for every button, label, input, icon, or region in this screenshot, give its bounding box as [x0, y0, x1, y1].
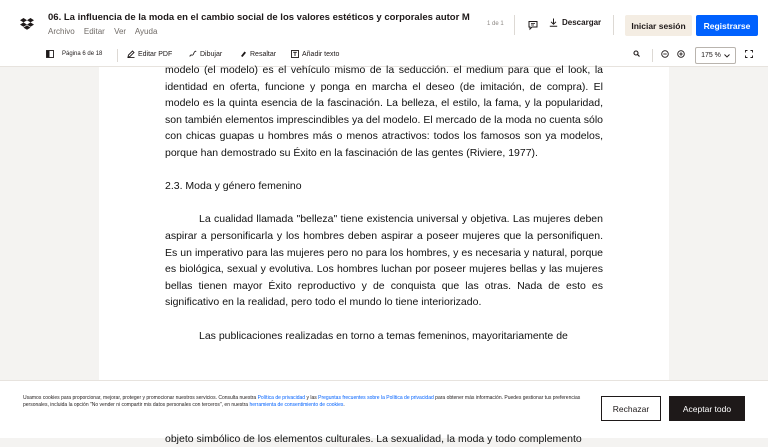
- menu-ver[interactable]: Ver: [114, 27, 127, 36]
- zoom-in-icon: [677, 50, 685, 58]
- app-header: [0, 0, 768, 44]
- download-icon: [549, 18, 558, 27]
- draw-icon: [189, 50, 197, 58]
- privacy-policy-link[interactable]: Política de privacidad: [257, 395, 306, 401]
- zoom-value: 175 %: [701, 52, 721, 59]
- partially-hidden-text-line: objeto simbólico de los elementos culturales. La sexualidad, la moda y todo complemento: [165, 433, 582, 445]
- cookie-message: [23, 395, 583, 409]
- sidebar-toggle-button[interactable]: [46, 50, 54, 58]
- highlight-label: Resaltar: [250, 50, 277, 58]
- comment-icon[interactable]: [528, 20, 538, 30]
- privacy-faq-link[interactable]: Preguntas frecuentes sobre la Política de privacidad: [318, 395, 434, 401]
- edit-pdf-label: Editar PDF: [138, 50, 173, 58]
- dropbox-logo-icon[interactable]: [20, 18, 34, 30]
- text-box-icon: [291, 50, 299, 58]
- cookie-text: .: [343, 402, 345, 408]
- add-text-label: Añadir texto: [302, 50, 340, 58]
- add-text-button[interactable]: [291, 50, 339, 58]
- download-button[interactable]: [549, 18, 601, 27]
- cookie-text: y las: [305, 395, 319, 401]
- reject-cookies-button[interactable]: Rechazar: [601, 396, 661, 421]
- divider: [117, 49, 118, 62]
- divider: [514, 15, 515, 35]
- page-content: [165, 62, 603, 361]
- draw-label: Dibujar: [200, 50, 223, 58]
- paragraph: Las publicaciones realizadas en torno a temas femeninos, mayoritariamente de: [199, 329, 568, 342]
- page-indicator: Página 6 de 18: [62, 51, 103, 57]
- menu-editar[interactable]: Editar: [83, 27, 105, 36]
- edit-pdf-button[interactable]: [127, 50, 172, 58]
- cookie-consent-tool-link[interactable]: herramienta de consentimiento de cookies: [249, 402, 344, 408]
- sidebar-icon: [46, 50, 54, 58]
- page-count: 1 de 1: [487, 21, 504, 27]
- chevron-down-icon: [724, 54, 730, 58]
- download-label: Descargar: [562, 18, 602, 27]
- fullscreen-button[interactable]: [745, 50, 753, 58]
- document-title: 06. La influencia de la moda en el cambio social de los valores estéticos y corporales autor M: [48, 12, 470, 23]
- fullscreen-icon: [745, 50, 753, 58]
- zoom-in-button[interactable]: [677, 50, 685, 58]
- search-button[interactable]: [633, 50, 640, 57]
- paragraph: modelo (el modelo) es el vehículo mismo de la seducción. el medium para que el look, la identidad en oferta, funcione y ponga en marcha el deseo (de imitación, de compra). El modelo es la quinta esencia de la fascinación. La belleza, el estilo, la fama, y la popularidad, son también elementos imprescindibles ya del modelo. El mercado de la moda no cuenta sólo con chicas guapas u hombres más o menos atractivos: todos los famosos son ya modelos, porque han demostrado su Éxito en la fascinación de las gentes (Riviere, 1977).: [165, 64, 603, 159]
- login-button[interactable]: Iniciar sesión: [625, 15, 692, 36]
- pencil-icon: [127, 50, 135, 58]
- search-icon: [633, 50, 640, 57]
- accept-all-cookies-button[interactable]: Aceptar todo: [669, 396, 745, 421]
- zoom-select[interactable]: [695, 47, 736, 64]
- paragraph: La cualidad llamada "belleza" tiene existencia universal y objetiva. Las mujeres deben aspirar a personificarla y los hombres deben aspirar a poseer mujeres que la personifiquen. Es un imperativo para las mujeres pero no para los hombres, y es necesaria y natural, porque es biológica, sexual y evolutiva. Los hombres luchan por poseer mujeres bellas y las mujeres bellas tienen mayor Éxito reproductivo y de conquista que las otras. Nada de esto es significativo en la realidad, pero todo el mundo lo tiene interiorizado.: [165, 213, 603, 309]
- cookie-text: para obtener más información. Puedes gestionar tus preferencias personales, incluida la opción "No vender ni compartir mis datos personales con terceros", en nuestra: [23, 395, 581, 408]
- zoom-out-button[interactable]: [661, 50, 669, 58]
- cookie-text: Usamos cookies para proporcionar, mejorar, proteger y promocionar nuestros servicios. Consulta nuestra: [23, 395, 258, 401]
- zoom-out-icon: [661, 50, 669, 58]
- divider: [652, 49, 653, 62]
- highlight-button[interactable]: [239, 50, 276, 58]
- menu-bar: [48, 27, 164, 36]
- menu-archivo[interactable]: Archivo: [48, 27, 75, 36]
- draw-button[interactable]: [189, 50, 222, 58]
- highlighter-icon: [239, 50, 247, 58]
- menu-ayuda[interactable]: Ayuda: [134, 27, 158, 36]
- register-button[interactable]: Registrarse: [696, 15, 758, 36]
- section-heading: 2.3. Moda y género femenino: [165, 180, 302, 193]
- divider: [613, 15, 614, 35]
